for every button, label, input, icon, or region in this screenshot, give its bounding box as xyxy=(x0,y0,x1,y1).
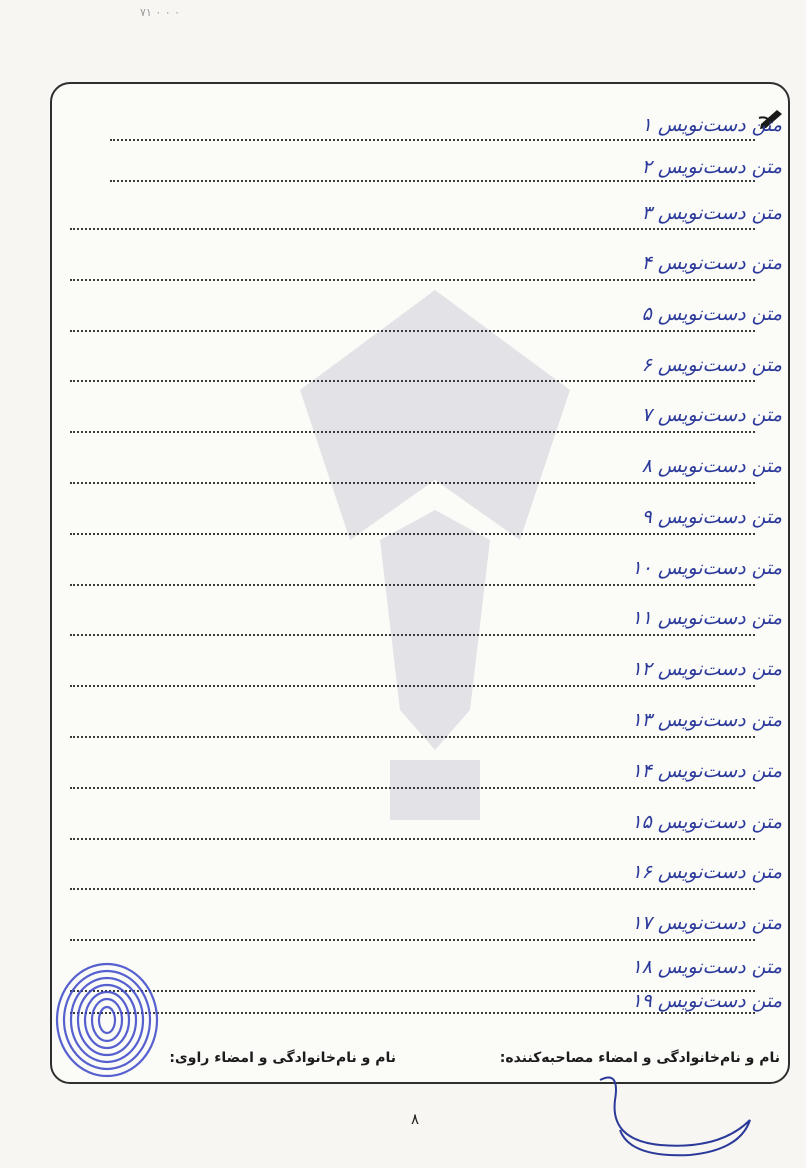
handwritten-line: متن دست‌نویس ۷ xyxy=(641,404,782,426)
handwritten-line: متن دست‌نویس ۲ xyxy=(641,156,782,178)
handwritten-line: متن دست‌نویس ۱۵ xyxy=(631,811,782,833)
handwritten-line: متن دست‌نویس ۴ xyxy=(641,252,782,274)
fingerprint-icon xyxy=(52,960,162,1080)
handwritten-line: متن دست‌نویس ۳ xyxy=(641,202,782,224)
narrator-signature-label: نام و نام‌خانوادگی و امضاء راوی: xyxy=(169,1050,396,1066)
handwritten-line: متن دست‌نویس ۱ xyxy=(641,114,782,136)
handwritten-line: متن دست‌نویس ۱۱ xyxy=(631,607,782,629)
handwritten-line: متن دست‌نویس ۵ xyxy=(641,303,782,325)
handwritten-line: متن دست‌نویس ۱۶ xyxy=(631,861,782,883)
handwritten-line: متن دست‌نویس ۱۴ xyxy=(631,760,782,782)
interviewer-signature-label: نام و نام‌خانوادگی و امضاء مصاحبه‌کننده: xyxy=(499,1050,780,1066)
handwritten-line: متن دست‌نویس ۱۸ xyxy=(631,956,782,978)
handwritten-line: متن دست‌نویس ۹ xyxy=(641,506,782,528)
handwritten-line: متن دست‌نویس ۱۹ xyxy=(631,990,782,1012)
handwritten-line: متن دست‌نویس ۱۲ xyxy=(631,658,782,680)
handwritten-line: متن دست‌نویس ۶ xyxy=(641,354,782,376)
signature-icon xyxy=(590,1060,760,1160)
handwritten-line: متن دست‌نویس ۱۷ xyxy=(631,912,782,934)
handwritten-line: متن دست‌نویس ۱۰ xyxy=(631,557,782,579)
scan-mark: ۷۱ ۰ ۰ ۰ xyxy=(140,6,181,19)
page-number: ۸ xyxy=(410,1110,420,1128)
handwritten-line: متن دست‌نویس ۱۳ xyxy=(631,709,782,731)
handwritten-line: متن دست‌نویس ۸ xyxy=(641,455,782,477)
